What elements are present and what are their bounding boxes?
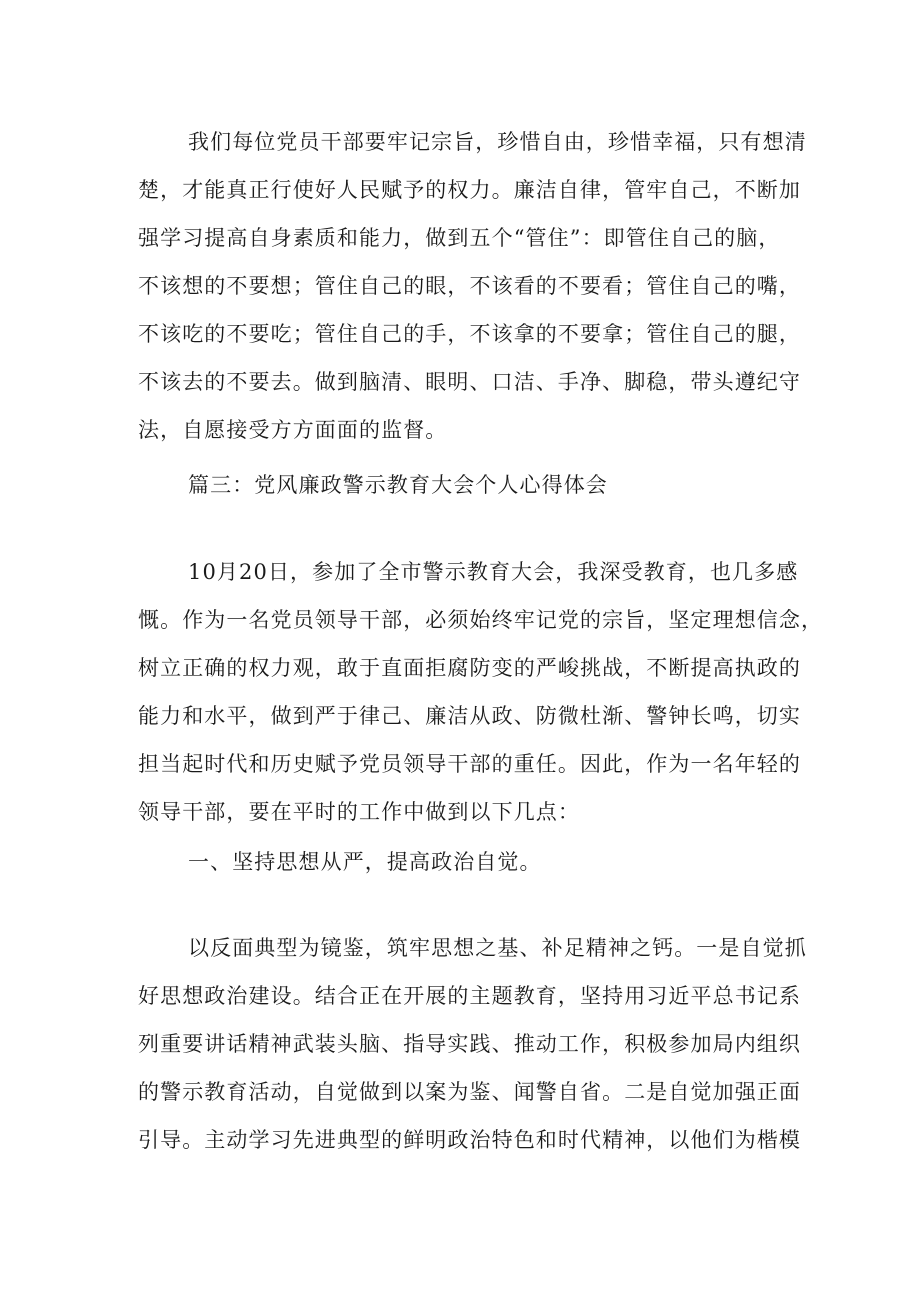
paragraph-line: 的警示教育活动，自觉做到以案为鉴、闻警自省。二是自觉加强正面 [138, 1080, 801, 1104]
heading-text: 一、坚持思想从严，提高政治自觉。 [188, 850, 542, 874]
paragraph-2 [138, 548, 823, 836]
paragraph-line: 不该想的不要想；管住自己的眼，不该看的不要看；管住自己的嘴， [138, 274, 801, 298]
paragraph-line: 树立正确的权力观，敢于直面拒腐防变的严峻挑战，不断提高执政的 [138, 656, 801, 680]
paragraph-line: 10月20日，参加了全市警示教育大会，我深受教育，也几多感 [188, 560, 799, 584]
paragraph-line: 不该去的不要去。做到脑清、眼明、口洁、手净、脚稳，带头遵纪守 [138, 370, 801, 394]
section-heading-2 [138, 838, 542, 886]
paragraph-line: 领导干部，要在平时的工作中做到以下几点： [138, 800, 580, 824]
paragraph-line: 能力和水平，做到严于律己、廉洁从政、防微杜渐、警钟长鸣，切实 [138, 704, 801, 728]
paragraph-line: 楚，才能真正行使好人民赋予的权力。廉洁自律，管牢自己，不断加 [138, 178, 801, 202]
paragraph-line: 好思想政治建设。结合正在开展的主题教育，坚持用习近平总书记系 [138, 984, 801, 1008]
paragraph-line: 慨。作为一名党员领导干部，必须始终牢记党的宗旨，坚定理想信念， [138, 608, 824, 632]
paragraph-line: 我们每位党员干部要牢记宗旨，珍惜自由，珍惜幸福，只有想清 [188, 130, 807, 154]
paragraph-line: 强学习提高自身素质和能力，做到五个“管住”：即管住自己的脑， [138, 226, 781, 250]
paragraph-3 [138, 924, 807, 1164]
paragraph-line: 担当起时代和历史赋予党员领导干部的重任。因此，作为一名年轻的 [138, 752, 801, 776]
paragraph-line: 不该吃的不要吃；管住自己的手，不该拿的不要拿；管住自己的腿， [138, 322, 801, 346]
paragraph-1 [138, 118, 807, 454]
heading-text: 篇三：党风廉政警示教育大会个人心得体会 [188, 473, 608, 497]
paragraph-line: 引导。主动学习先进典型的鲜明政治特色和时代精神，以他们为楷模 [138, 1128, 801, 1152]
paragraph-line: 以反面典型为镜鉴，筑牢思想之基、补足精神之钙。一是自觉抓 [188, 936, 807, 960]
paragraph-line: 列重要讲话精神武装头脑、指导实践、推动工作，积极参加局内组织 [138, 1032, 801, 1056]
paragraph-line: 法，自愿接受方方面面的监督。 [138, 418, 448, 442]
section-heading-1 [138, 461, 608, 509]
